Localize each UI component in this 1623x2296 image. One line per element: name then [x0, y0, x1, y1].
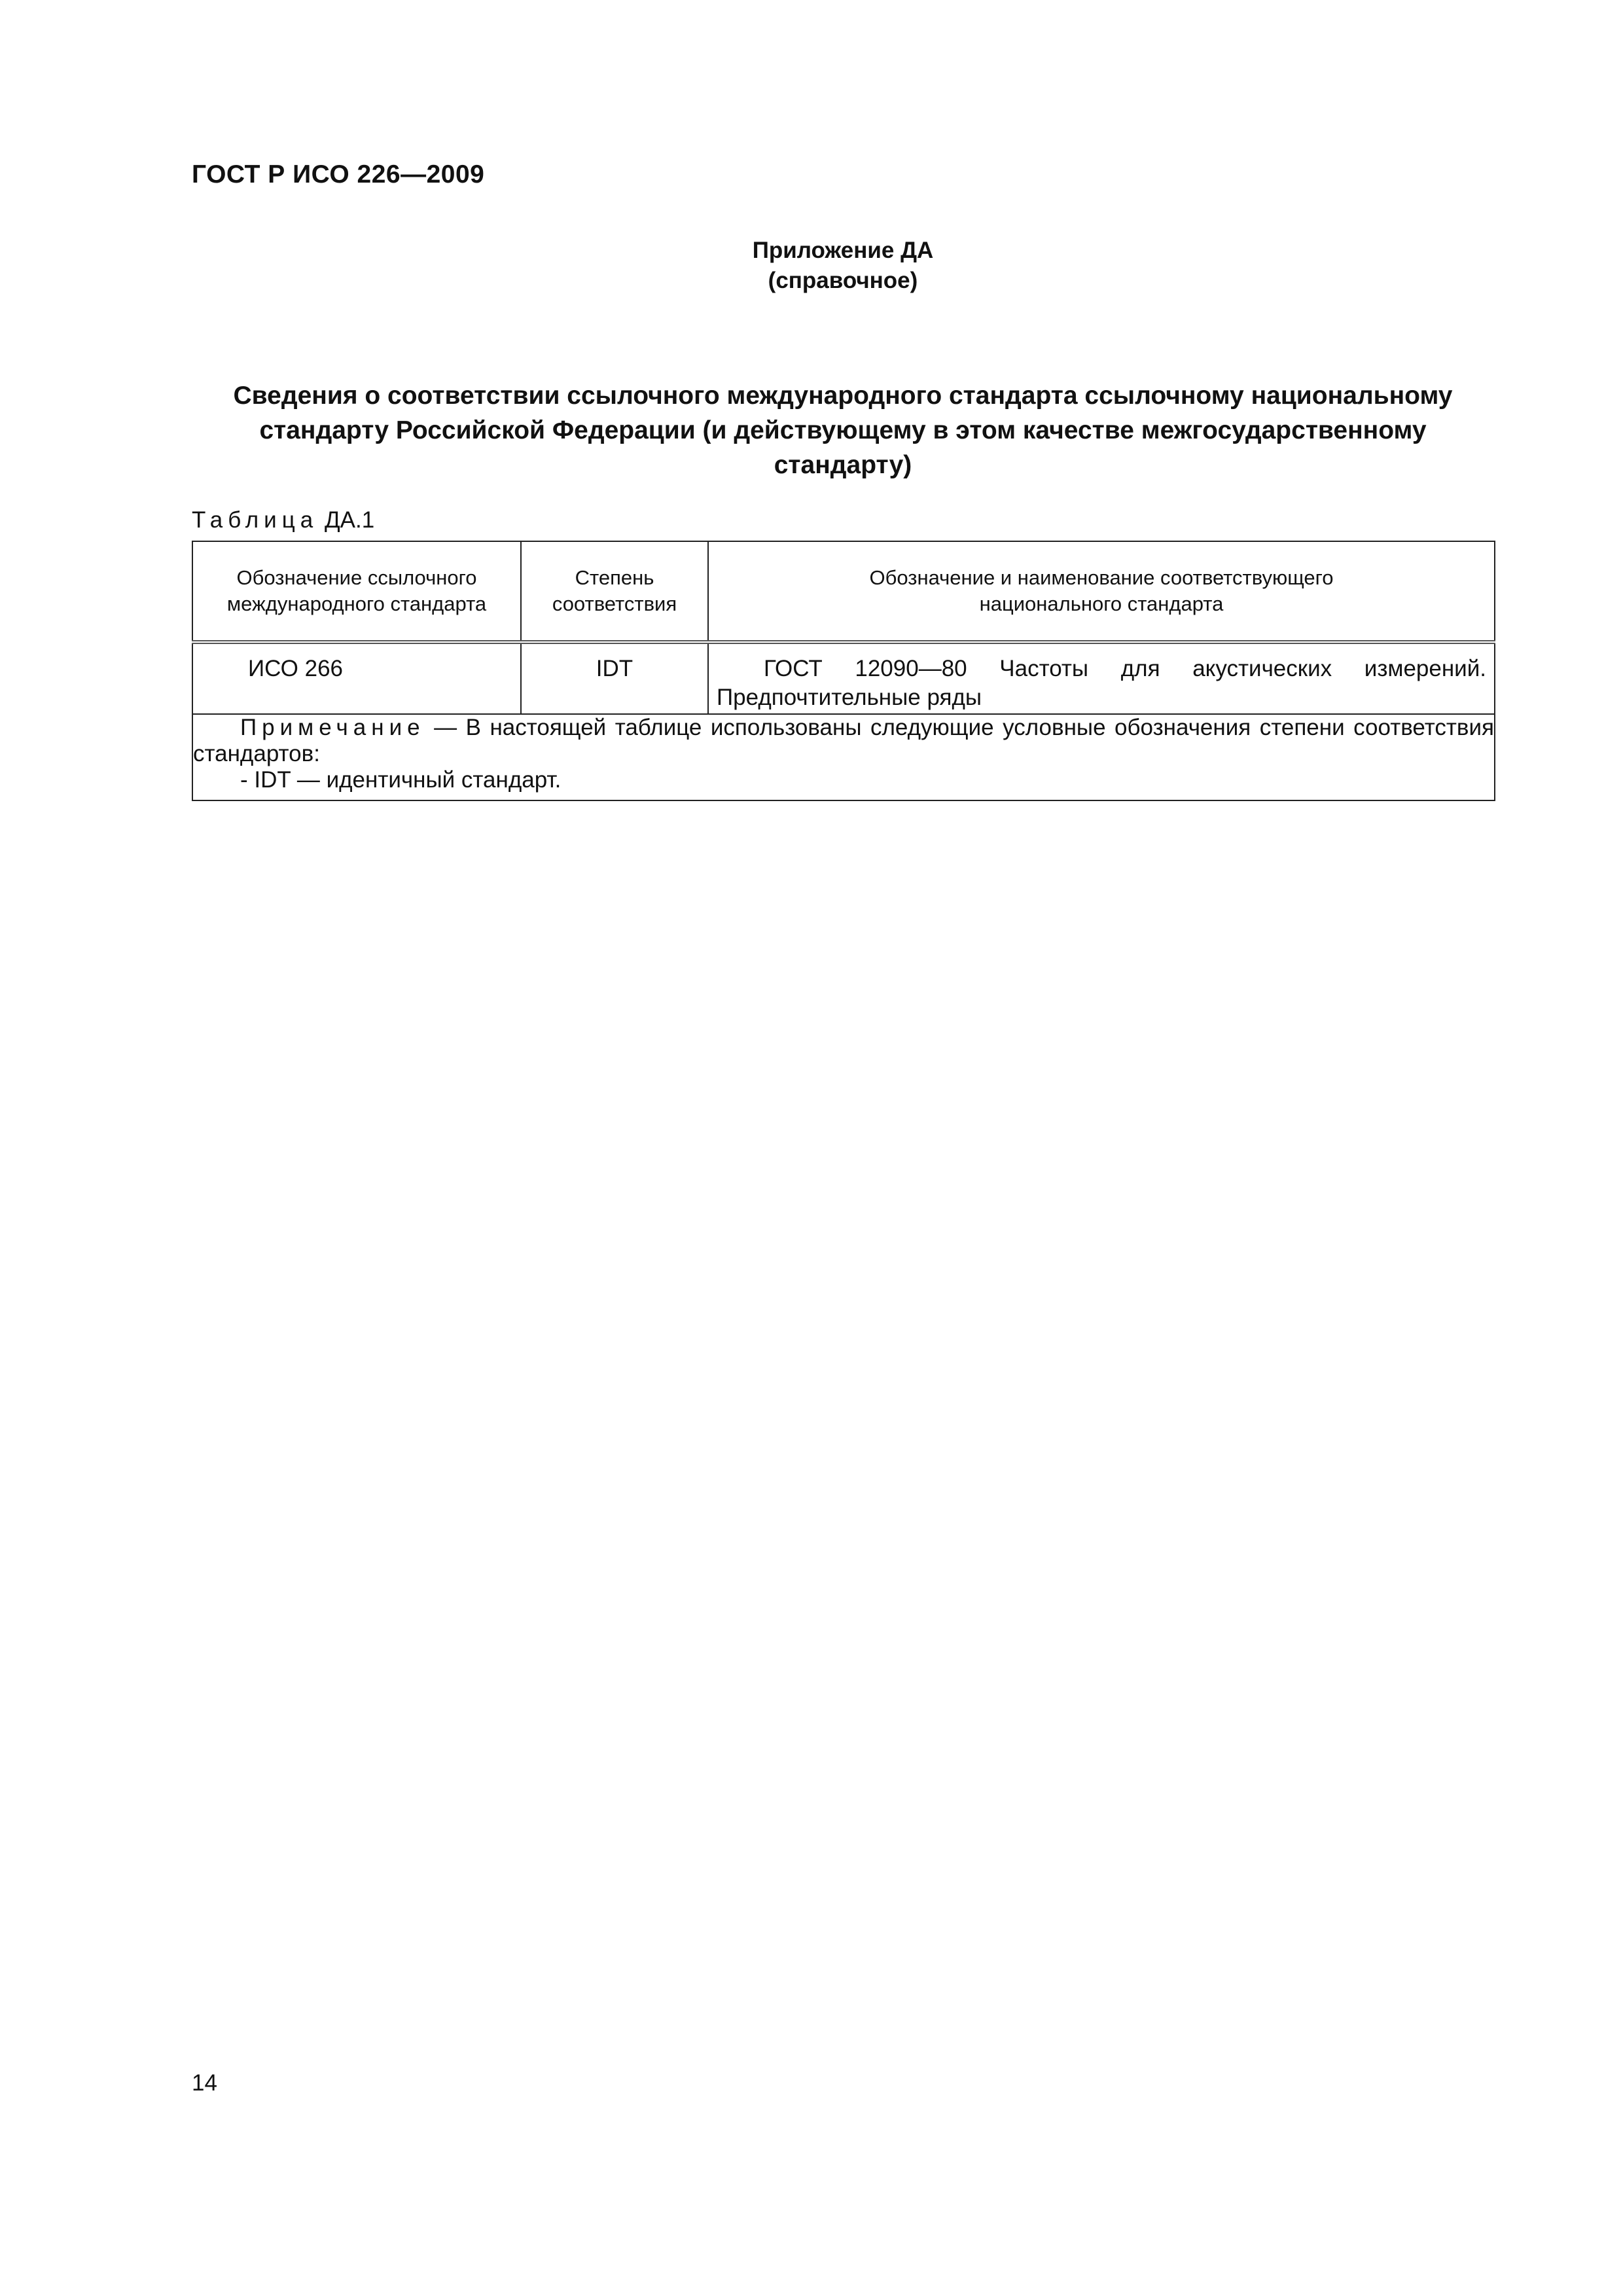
header-national-standard: Обозначение и наименование соответствующего национального стандарта	[708, 541, 1495, 642]
table-row	[192, 642, 1495, 714]
document-code: ГОСТ Р ИСО 226—2009	[192, 160, 485, 188]
annex-header	[192, 236, 1494, 296]
cell-national-standard: ГОСТ 12090—80 Частоты для акустических измерений. Предпочтительные ряды	[708, 642, 1495, 714]
header-degree-of-correspondence: Степень соответствия	[521, 541, 708, 642]
cell-degree: IDT	[521, 642, 708, 714]
annex-title-line: стандарту)	[774, 451, 912, 479]
note-label: Примечание	[240, 715, 425, 740]
header-international-standard: Обозначение ссылочного международного стандарта	[192, 541, 521, 642]
note-text: — В настоящей таблице использованы следующие условные обозначения степени соответствия стандартов:	[193, 715, 1494, 766]
annex-title	[192, 378, 1494, 482]
table-header-row	[192, 541, 1495, 642]
table-note	[192, 714, 1495, 800]
note-item: - IDT — идентичный стандарт.	[240, 767, 562, 793]
annex-kind: (справочное)	[768, 268, 918, 293]
annex-title-line: стандарту Российской Федерации (и действующему в этом качестве межгосударственному	[259, 416, 1427, 444]
page-number: 14	[192, 2070, 217, 2096]
correspondence-table	[192, 541, 1495, 801]
cell-international-standard: ИСО 266	[192, 642, 521, 714]
table-caption-number: ДА.1	[324, 507, 375, 533]
table-note-row	[192, 714, 1495, 800]
table-caption-word: Таблица	[192, 507, 319, 533]
table-caption	[192, 507, 374, 533]
annex-title-line: Сведения о соответствии ссылочного международного стандарта ссылочному национальному	[233, 382, 1453, 410]
annex-name: Приложение ДА	[752, 238, 934, 263]
